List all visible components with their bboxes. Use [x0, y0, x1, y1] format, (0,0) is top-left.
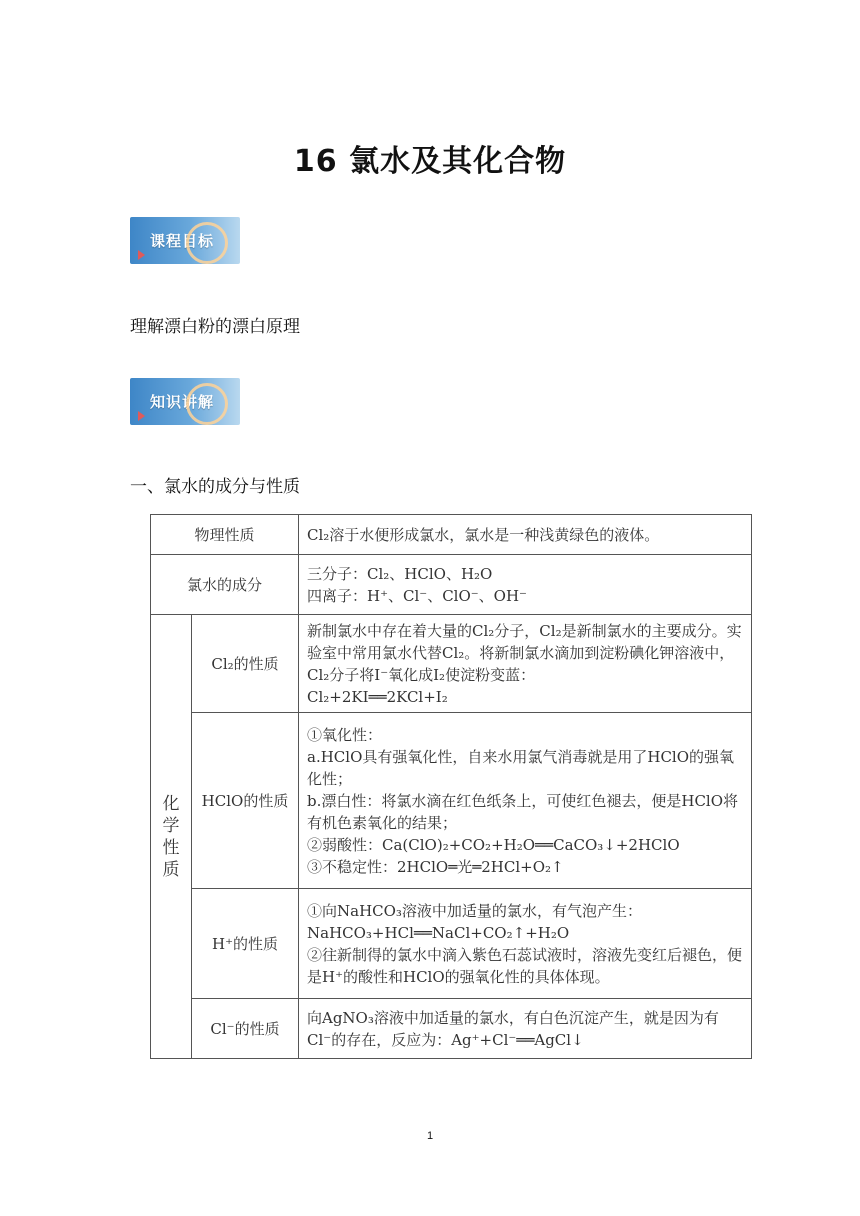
table-row: [151, 615, 752, 713]
table-row: [151, 555, 752, 615]
cl-ion-cell: [299, 999, 752, 1059]
flag-icon: [138, 411, 145, 421]
goal-text: 理解漂白粉的漂白原理: [130, 317, 300, 337]
knowledge-banner: [130, 378, 240, 425]
table-row: [151, 999, 752, 1059]
cl2-label: Cl₂的性质: [192, 615, 299, 713]
ring-decoration-icon: [186, 222, 228, 264]
hclo-line: ②弱酸性：Ca(ClO)₂+CO₂+H₂O══CaCO₃↓+2HClO: [307, 835, 680, 854]
course-goal-banner: [130, 217, 240, 264]
vertical-char: 化: [162, 793, 180, 814]
table-row: [151, 515, 752, 555]
cl-ion-line: 向AgNO₃溶液中加适量的氯水，有白色沉淀产生，就是因为有Cl⁻的存在，反应为：Ag⁺+Cl⁻══AgCl↓: [307, 1008, 719, 1049]
cl2-cell: [299, 615, 752, 713]
cl-ion-label: Cl⁻的性质: [192, 999, 299, 1059]
composition-line: 三分子：Cl₂、HClO、H₂O: [307, 564, 493, 583]
vertical-char: 性: [162, 837, 180, 858]
cl2-line: Cl₂+2KI══2KCl+I₂: [307, 687, 448, 706]
chlorine-water-table: [150, 514, 752, 1059]
physical-text: Cl₂溶于水便形成氯水，氯水是一种浅黄绿色的液体。: [299, 515, 752, 555]
h-ion-cell: [299, 889, 752, 999]
table-row: [151, 889, 752, 999]
h-ion-line: ①向NaHCO₃溶液中加适量的氯水，有气泡产生：: [307, 901, 642, 920]
h-ion-line: NaHCO₃+HCl══NaCl+CO₂↑+H₂O: [307, 923, 570, 942]
hclo-cell: [299, 713, 752, 889]
composition-label: 氯水的成分: [151, 555, 299, 615]
chemical-label: [151, 615, 192, 1059]
vertical-char: 质: [162, 859, 180, 880]
vertical-char: 学: [162, 815, 180, 836]
knowledge-label: 知识讲解: [150, 393, 215, 411]
h-ion-line: ②往新制得的氯水中滴入紫色石蕊试液时，溶液先变红后褪色，便是H⁺的酸性和HClO的强氧化性的具体体现。: [307, 945, 743, 986]
ring-decoration-icon: [186, 383, 228, 425]
page-number: 1: [426, 1130, 434, 1142]
hclo-line: ①氧化性：: [307, 725, 383, 744]
hclo-line: a.HClO具有强氧化性，自来水用氯气消毒就是用了HClO的强氧化性；: [307, 747, 735, 788]
section-heading: 一、氯水的成分与性质: [130, 477, 300, 497]
hclo-line: ③不稳定性：2HClO═光═2HCl+O₂↑: [307, 857, 564, 876]
table-row: [151, 713, 752, 889]
composition-line: 四离子：H⁺、Cl⁻、ClO⁻、OH⁻: [307, 586, 527, 605]
cl2-line: 新制氯水中存在着大量的Cl₂分子，Cl₂是新制氯水的主要成分。实验室中常用氯水代替Cl₂。将新制氯水滴加到淀粉碘化钾溶液中，Cl₂分子将I⁻氧化成I₂使淀粉变蓝：: [307, 621, 742, 684]
h-ion-label: H⁺的性质: [192, 889, 299, 999]
page-title: 16 氯水及其化合物: [293, 144, 567, 179]
hclo-label: HClO的性质: [192, 713, 299, 889]
composition-cell: [299, 555, 752, 615]
course-goal-label: 课程目标: [150, 232, 215, 250]
flag-icon: [138, 250, 145, 260]
physical-label: 物理性质: [151, 515, 299, 555]
hclo-line: b.漂白性：将氯水滴在红色纸条上，可使红色褪去，便是HClO将有机色素氧化的结果；: [307, 791, 739, 832]
